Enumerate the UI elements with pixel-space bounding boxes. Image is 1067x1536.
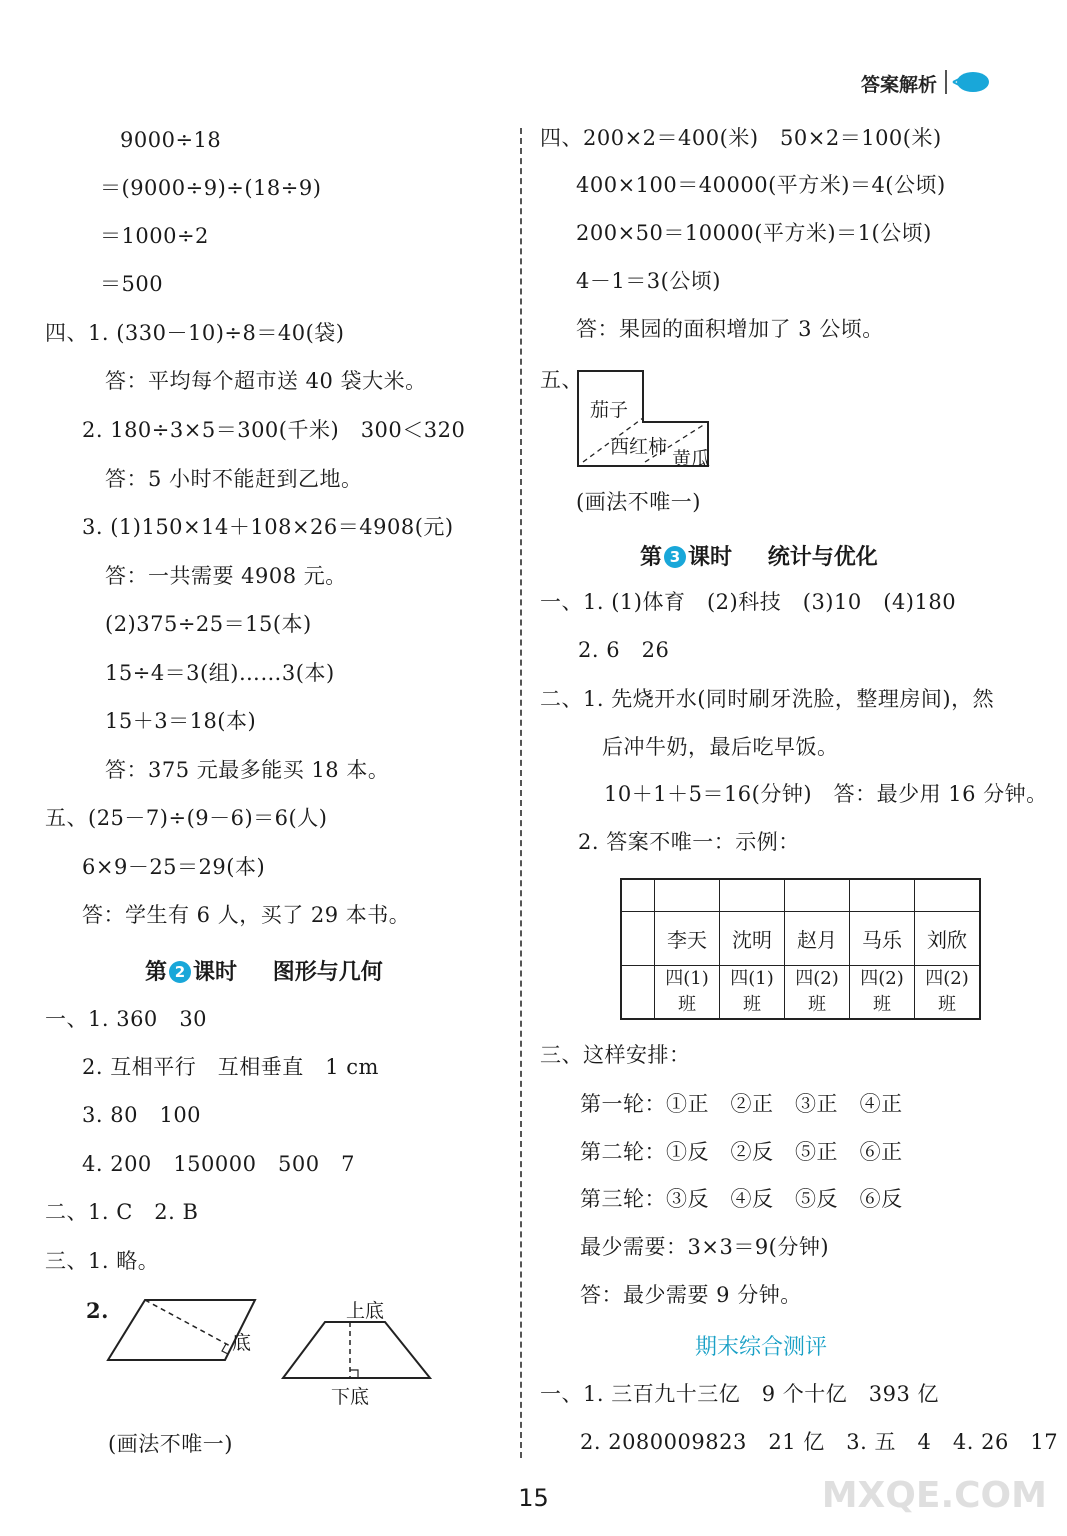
right2-line-4: 后冲牛奶，最后吃早饭。 <box>602 735 839 759</box>
section-3-prefix: 第 <box>640 545 663 570</box>
header-divider <box>945 70 947 94</box>
right-line-3: 200×50＝10000(平方米)＝1(公顷) <box>576 221 932 245</box>
left-line-1: 9000÷18 <box>120 128 222 152</box>
right-line-7: (画法不唯一) <box>576 490 701 514</box>
section-3-number: 3 <box>664 546 686 568</box>
left-line-8: 答：5 小时不能赶到乙地。 <box>105 467 363 491</box>
watermark-logo: MXQE.COM <box>821 1475 1047 1516</box>
parallelogram-base-label: 底 <box>232 1332 252 1354</box>
section-2-topic: 图形与几何 <box>272 960 383 985</box>
right3-line-5: 最少需要：3×3＝9(分钟) <box>580 1235 830 1259</box>
left2-line-5: 二、1. C 2. B <box>45 1200 199 1224</box>
left-line-5: 四、1. (330－10)÷8＝40(袋) <box>45 321 345 345</box>
trapezoid-figure <box>275 1318 440 1380</box>
table-cell <box>785 879 850 911</box>
garden-eggplant-label: 茄子 <box>590 399 629 421</box>
right3-line-2: 第一轮：①正 ②正 ③正 ④正 <box>580 1092 903 1116</box>
table-name-cell: 沈明 <box>720 911 785 965</box>
garden-tomato-label: 西红柿 <box>610 436 668 458</box>
table-class-cell: 四(2)班 <box>785 965 850 1019</box>
right-line-5: 答：果园的面积增加了 3 公顷。 <box>576 317 884 341</box>
right2-line-1: 一、1. (1)体育 (2)科技 (3)10 (4)180 <box>540 590 957 614</box>
right2-line-6: 2. 答案不唯一：示例： <box>578 830 800 854</box>
right3-line-4: 第三轮：③反 ④反 ⑤反 ⑥反 <box>580 1187 903 1211</box>
table-name-cell: 刘欣 <box>915 911 981 965</box>
right4-line-2: 2. 2080009823 21 亿 3. 五 4 4. 26 17 <box>580 1430 1059 1454</box>
left2-line-4: 4. 200 150000 500 7 <box>82 1152 355 1176</box>
table-cell <box>720 879 785 911</box>
left-line-13: 15＋3＝18(本) <box>105 709 257 733</box>
right4-line-1: 一、1. 三百九十三亿 9 个十亿 393 亿 <box>540 1382 940 1406</box>
left2-line-3: 3. 80 100 <box>82 1103 202 1127</box>
section-3-title <box>640 540 878 571</box>
right2-line-2: 2. 6 26 <box>578 638 670 662</box>
left2-line-1: 一、1. 360 30 <box>45 1007 208 1031</box>
right-line-4: 4－1＝3(公顷) <box>576 269 721 293</box>
left-line-12: 15÷4＝3(组)……3(本) <box>105 661 335 685</box>
right-line-2: 400×100＝40000(平方米)＝4(公顷) <box>576 173 946 197</box>
right3-line-6: 答：最少需要 9 分钟。 <box>580 1283 802 1307</box>
table-cell <box>850 879 915 911</box>
section-3-topic: 统计与优化 <box>767 545 878 570</box>
left-line-15: 五、(25－7)÷(9－6)＝6(人) <box>45 806 328 830</box>
page-number: 15 <box>518 1484 549 1512</box>
table-class-cell: 四(1)班 <box>655 965 720 1019</box>
section-2-prefix: 第 <box>145 960 168 985</box>
section-3-suffix: 课时 <box>688 545 733 570</box>
trapezoid-bottom-label: 下底 <box>331 1386 370 1408</box>
section-2-title <box>145 955 383 986</box>
header-title: 答案解析 <box>860 74 937 96</box>
table-row-label <box>621 965 655 1019</box>
left2-line-2: 2. 互相平行 互相垂直 1 cm <box>82 1055 379 1079</box>
left2-line-7: 2. <box>86 1298 109 1323</box>
left-line-16: 6×9－25＝29(本) <box>82 855 266 879</box>
left-line-4: ＝500 <box>100 272 164 296</box>
table-cell <box>655 879 720 911</box>
left2-line-6: 三、1. 略。 <box>45 1249 160 1273</box>
left-line-10: 答：一共需要 4908 元。 <box>105 564 347 588</box>
left-line-2: ＝(9000÷9)÷(18÷9) <box>100 176 322 200</box>
table-class-cell: 四(1)班 <box>720 965 785 1019</box>
header-logo-icon <box>951 70 991 94</box>
right2-line-3: 二、1. 先烧开水(同时刷牙洗脸，整理房间)，然 <box>540 687 995 711</box>
garden-cucumber-label: 黄瓜 <box>672 448 711 470</box>
final-exam-title: 期末综合测评 <box>695 1335 828 1360</box>
table-name-cell: 赵月 <box>785 911 850 965</box>
table-corner <box>621 879 655 911</box>
table-cell <box>915 879 981 911</box>
left-line-7: 2. 180÷3×5＝300(千米) 300＜320 <box>82 418 466 442</box>
table-class-cell: 四(2)班 <box>850 965 915 1019</box>
left-line-11: (2)375÷25＝15(本) <box>105 612 312 636</box>
table-name-cell: 李天 <box>655 911 720 965</box>
column-divider <box>520 128 522 1458</box>
trapezoid-top-label: 上底 <box>346 1300 385 1322</box>
table-class-cell: 四(2)班 <box>915 965 981 1019</box>
left-line-14: 答：375 元最多能买 18 本。 <box>105 758 390 782</box>
left-line-17: 答：学生有 6 人，买了 29 本书。 <box>82 903 411 927</box>
left-line-6: 答：平均每个超市送 40 袋大米。 <box>105 369 427 393</box>
right2-line-5: 10＋1＋5＝16(分钟) 答：最少用 16 分钟。 <box>604 782 1048 806</box>
table-name-cell: 马乐 <box>850 911 915 965</box>
class-table <box>620 878 981 1020</box>
right3-line-3: 第二轮：①反 ②反 ⑤正 ⑥正 <box>580 1140 903 1164</box>
left-line-9: 3. (1)150×14＋108×26＝4908(元) <box>82 515 454 539</box>
left2-note: (画法不唯一) <box>108 1432 233 1456</box>
table-row-label <box>621 911 655 965</box>
right-line-1: 四、200×2＝400(米) 50×2＝100(米) <box>540 126 942 150</box>
right-line-6: 五、 <box>540 368 583 392</box>
section-2-suffix: 课时 <box>193 960 238 985</box>
section-2-number: 2 <box>169 961 191 983</box>
left-line-3: ＝1000÷2 <box>100 224 209 248</box>
right3-line-1: 三、这样安排： <box>540 1043 691 1067</box>
